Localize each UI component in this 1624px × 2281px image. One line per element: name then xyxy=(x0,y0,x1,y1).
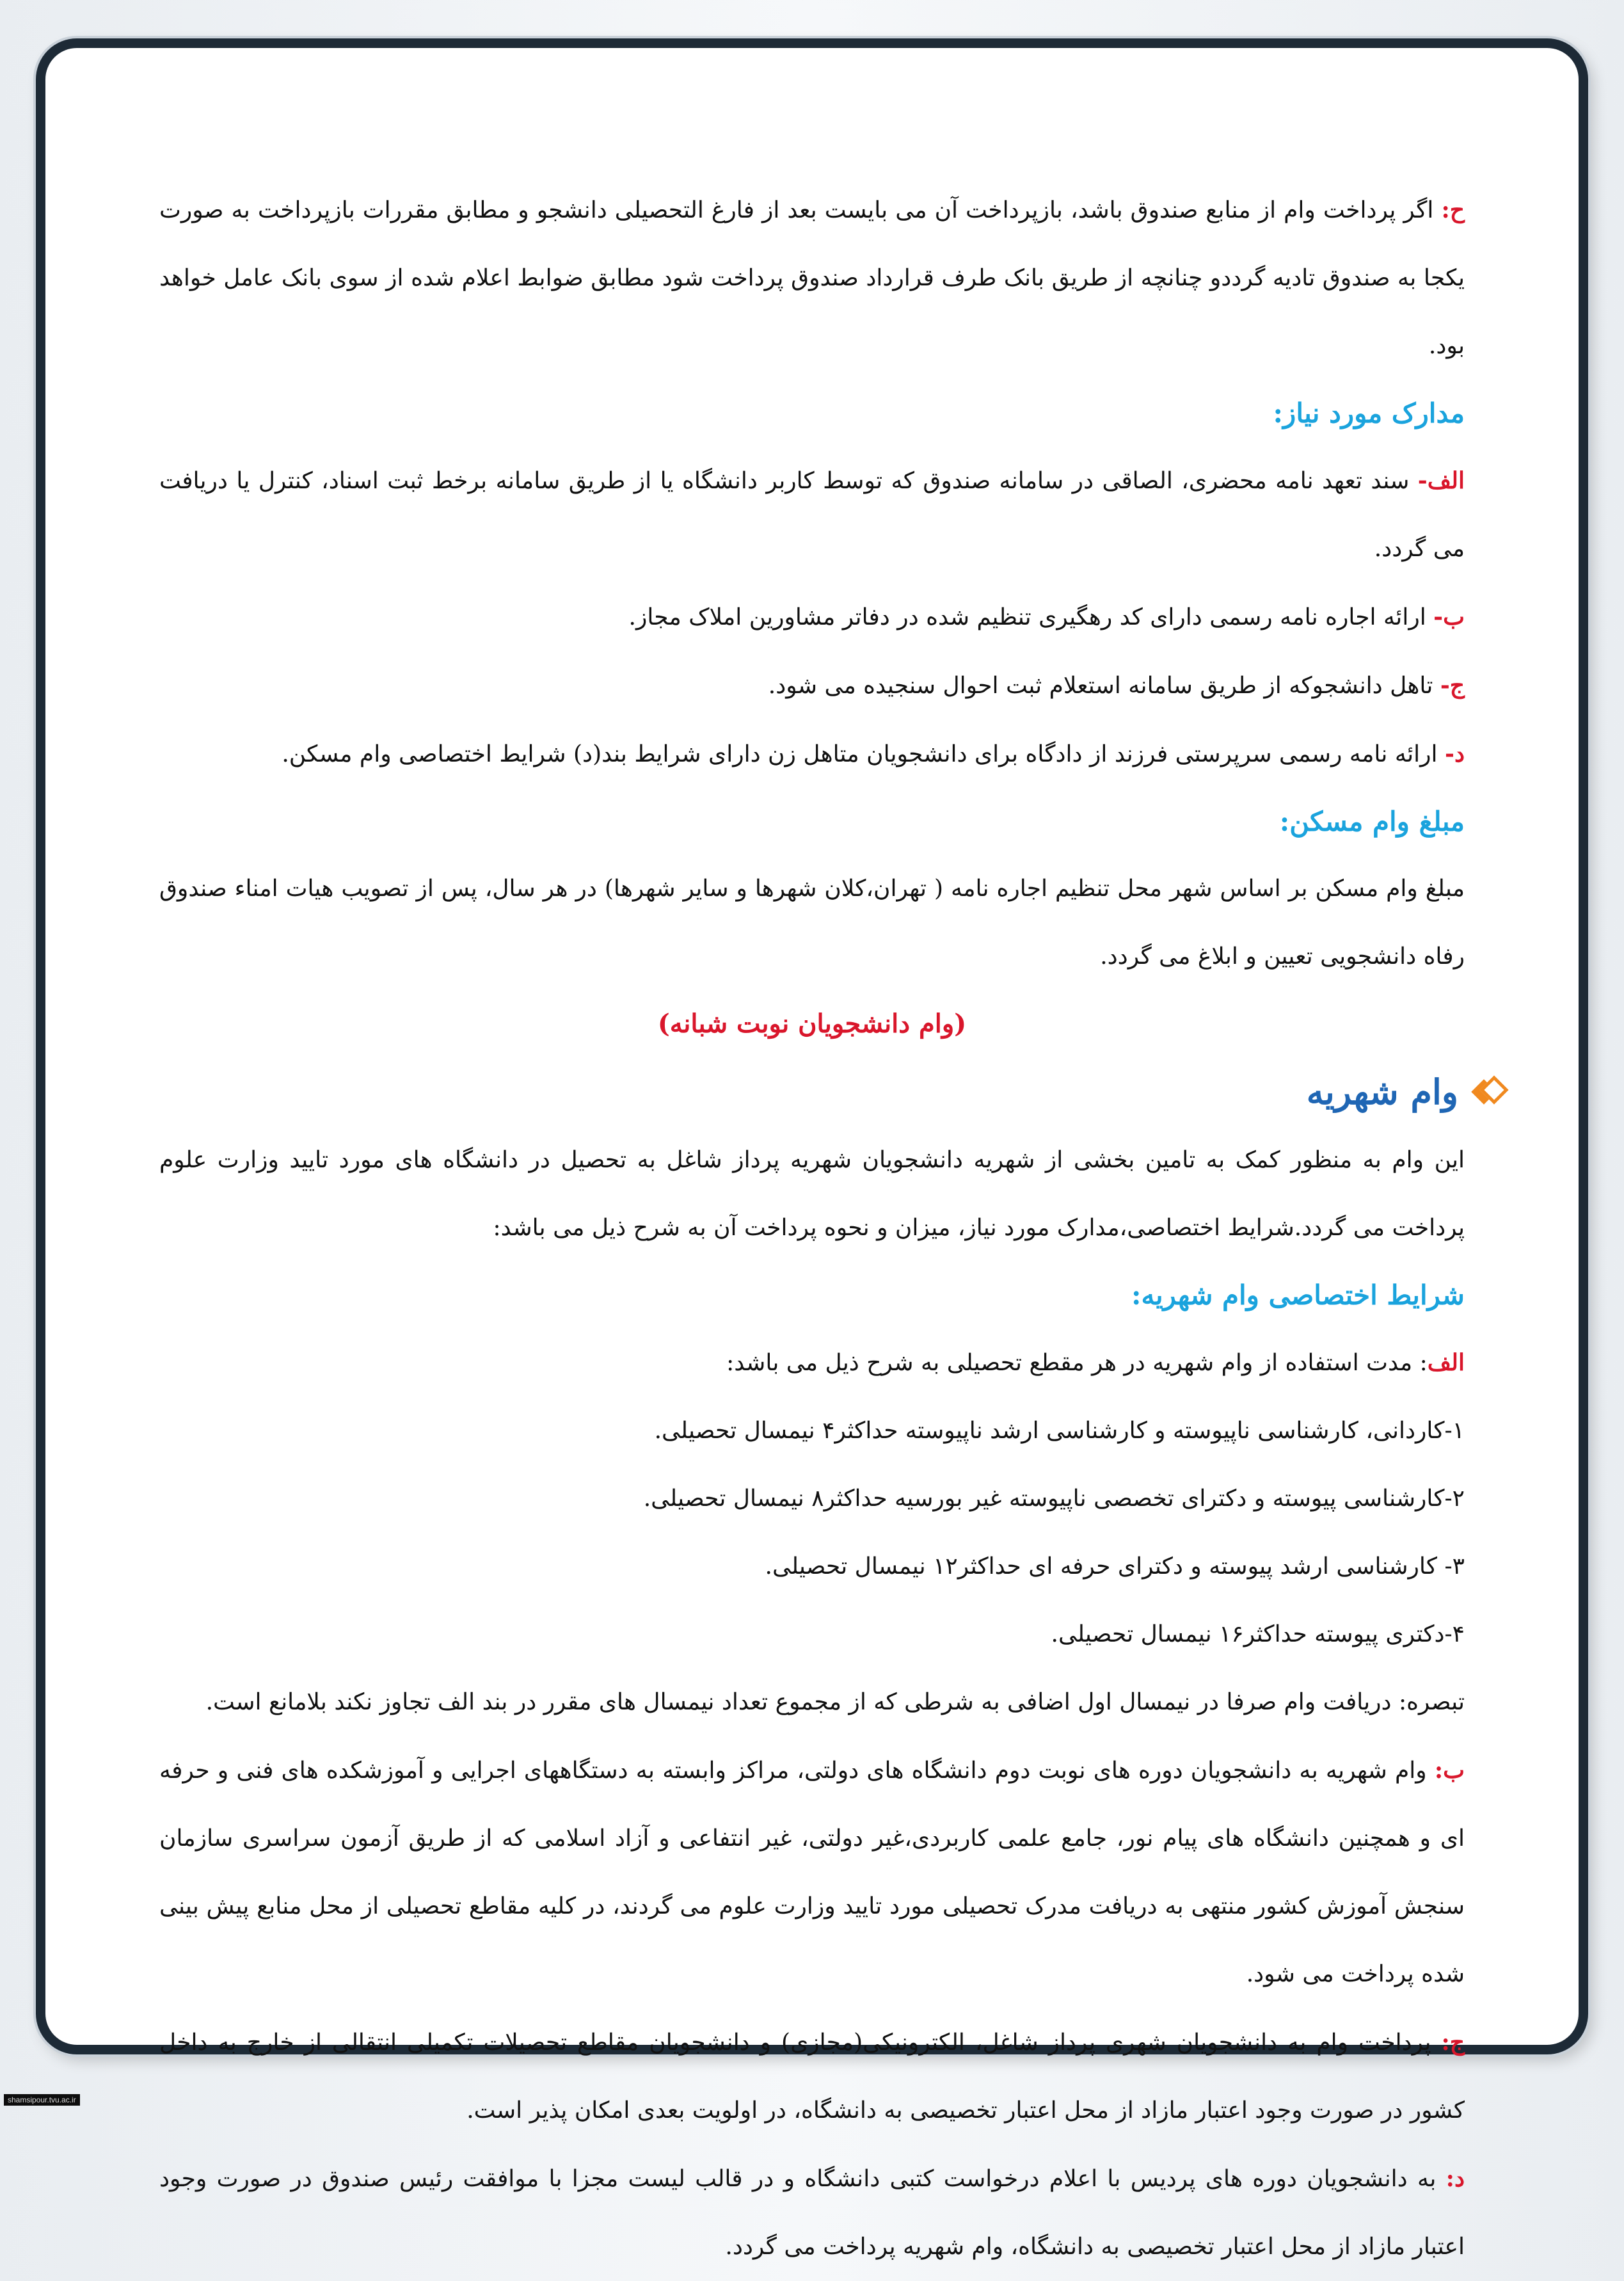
double-diamond-icon xyxy=(1472,1076,1503,1107)
tuition-conditions-heading: شرایط اختصاصی وام شهریه: xyxy=(1131,1279,1465,1311)
duration-item: ۱-کاردانی، کارشناسی ناپیوسته و کارشناسی ارشد ناپیوسته حداکثر۴ نیمسال تحصیلی. xyxy=(654,1418,1465,1444)
tuition-alef-text: : مدت استفاده از وام شهریه در هر مقطع تحصیلی به شرح ذیل می باشد: xyxy=(726,1350,1428,1376)
document-item-text: سند تعهد نامه محضری، الصاقی در سامانه صندوق که توسط کاربر دانشگاه یا از طریق سامانه برخط ثبت اسناد، کنترل یا دریافت می گردد. xyxy=(159,468,1465,562)
documents-heading: مدارک مورد نیاز: xyxy=(1273,397,1465,429)
tuition-loan-title-text: وام شهریه xyxy=(1306,1071,1458,1112)
document-item-label: ب- xyxy=(1433,604,1465,630)
night-students-note: (وام دانشجویان نوبت شبانه) xyxy=(657,1009,967,1039)
housing-amount-heading: مبلغ وام مسکن: xyxy=(1279,806,1465,837)
tuition-dal-text: به دانشجویان دوره های پردیس با اعلام درخواست کتبی دانشگاه و در قالب لیست مجزا با موافقت رئیس صندوق در صورت وجود اعتبار مازاد از محل اعتبار تخصیصی به دانشگاه، وام شهریه پرداخت می گردد. xyxy=(159,2166,1465,2260)
duration-item: ۲-کارشناسی پیوسته و دکترای تخصصی ناپیوسته غیر بورسیه حداکثر۸ نیمسال تحصیلی. xyxy=(643,1485,1465,1512)
document-item-label: ج- xyxy=(1440,672,1465,699)
tuition-be-paragraph xyxy=(159,1736,1465,2008)
duration-item: ۳- کارشناسی ارشد پیوسته و دکترای حرفه ای حداکثر۱۲ نیمسال تحصیلی. xyxy=(765,1553,1465,1580)
tuition-alef-paragraph xyxy=(159,1329,1465,1397)
tuition-dal-paragraph xyxy=(159,2145,1465,2281)
intro-paragraph xyxy=(159,176,1465,380)
document-item-jim xyxy=(159,652,1465,720)
tuition-jim-label: ج: xyxy=(1441,2029,1465,2056)
tuition-jim-text: پرداخت وام به دانشجویان شهری پرداز شاغل، الکترونیکی(مجازی) و دانشجویان مقاطع تحصیلات تکمیلی انتقالی از خارج به داخل کشور در صورت وجود اعتبار مازاد از محل اعتبار تخصیصی به دانشگاه، در اولویت بعدی امکان پذیر است. xyxy=(159,2029,1465,2124)
document-item-text: تاهل دانشجوکه از طریق سامانه استعلام ثبت احوال سنجیده می شود. xyxy=(768,673,1433,699)
document-item-text: ارائه اجاره نامه رسمی دارای کد رهگیری تنظیم شده در دفاتر مشاورین املاک مجاز. xyxy=(628,604,1426,630)
footer-site-badge: shamsipour.tvu.ac.ir xyxy=(4,2094,80,2106)
tuition-note: تبصره: دریافت وام صرفا در نیمسال اول اضافی به شرطی که از مجموع تعداد نیمسال های مقرر در بند الف تجاوز نکند بلامانع است. xyxy=(205,1689,1465,1715)
document-item-label: الف- xyxy=(1417,467,1465,494)
housing-amount-text: مبلغ وام مسکن بر اساس شهر محل تنظیم اجاره نامه ( تهران،کلان شهرها و سایر شهرها) در هر سال، پس از تصویب هیات امناء صندوق رفاه دانشجویی تعیین و ابلاغ می گردد. xyxy=(159,876,1465,970)
intro-text: اگر پرداخت وام از منابع صندوق باشد، بازپرداخت آن می بایست بعد از فارغ التحصیلی دانشجو و مطابق مقررات بازپرداخت به صورت یکجا به صندوق تادیه گرددو چنانچه از طریق بانک طرف قرارداد صندوق پرداخت شود مطابق ضوابط اعلام شده از سوی بانک عامل خواهد بود. xyxy=(159,197,1465,359)
document-item-dal xyxy=(159,720,1465,788)
tuition-loan-title xyxy=(159,1057,1503,1126)
intro-label: ح: xyxy=(1441,196,1465,223)
document-item-alef xyxy=(159,447,1465,583)
tuition-loan-intro: این وام به منظور کمک به تامین بخشی از شهریه دانشجویان شهریه پرداز شاغل به تحصیل در دانشگاه های مورد تایید وزارت علوم پرداخت می گردد.شرایط اختصاصی،مدارک مورد نیاز، میزان و نحوه پرداخت آن به شرح ذیل می باشد: xyxy=(159,1147,1465,1241)
document-item-label: د- xyxy=(1445,740,1465,767)
document-item-be xyxy=(159,583,1465,652)
tuition-alef-label: الف xyxy=(1427,1349,1465,1376)
tuition-be-label: ب: xyxy=(1434,1757,1465,1784)
tuition-jim-paragraph xyxy=(159,2008,1465,2145)
document-body xyxy=(159,176,1465,2281)
document-item-text: ارائه نامه رسمی سرپرستی فرزند از دادگاه برای دانشجویان متاهل زن دارای شرایط بند(د) شرایط اختصاصی وام مسکن. xyxy=(282,741,1438,767)
tuition-dal-label: د: xyxy=(1445,2165,1465,2192)
tuition-be-text: وام شهریه به دانشجویان دوره های نوبت دوم دانشگاه های دولتی، مراکز وابسته به دستگاههای اجرایی و آموزشکده های فنی و حرفه ای و همچنین دانشگاه های پیام نور، جامع علمی کاربردی،غیر دولتی، غیر انتفاعی و آزاد اسلامی که از طریق آزمون سراسری سازمان سنجش آموزش کشور منتهی به دریافت مدرک تحصیلی مورد تایید وزارت علوم می گردند، در کلیه مقاطع تحصیلی از محل منابع پیش بینی شده پرداخت می شود. xyxy=(159,1757,1465,1987)
duration-item: ۴-دکتری پیوسته حداکثر۱۶ نیمسال تحصیلی. xyxy=(1051,1621,1465,1647)
